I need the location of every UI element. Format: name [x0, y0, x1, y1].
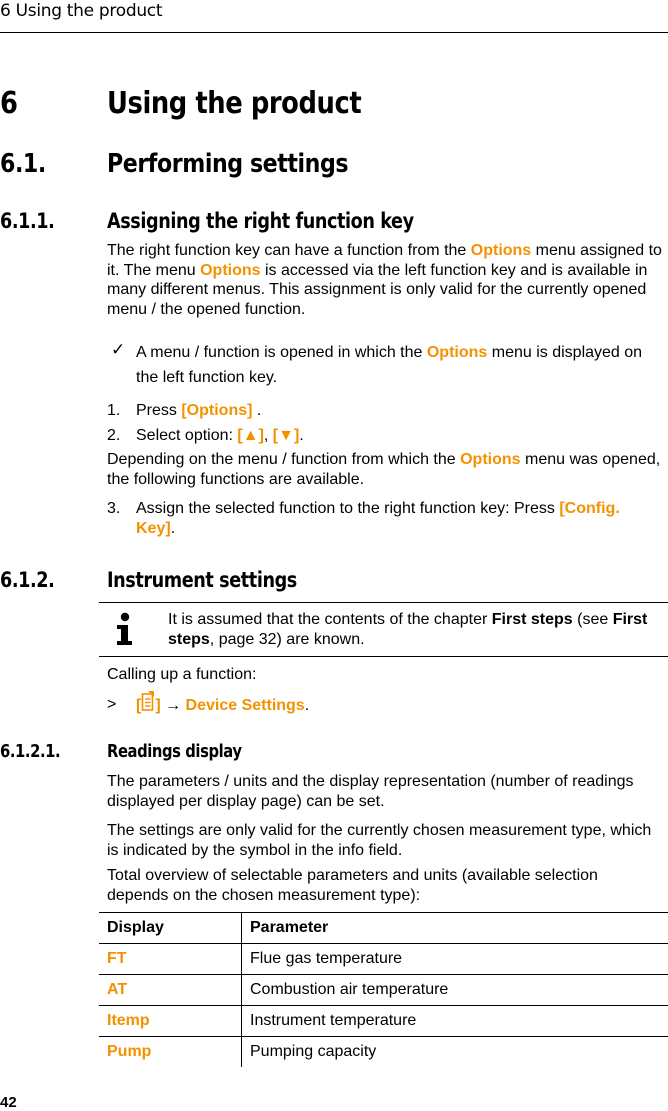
chapter-title: Using the product — [107, 86, 362, 121]
step-2-text: Select option: [▲], [▼]. — [136, 427, 304, 444]
display-cell: FT — [99, 944, 242, 975]
options-term: Options — [460, 451, 521, 468]
parameter-cell: Flue gas temperature — [242, 944, 668, 975]
section-number: 6.1. — [0, 149, 46, 179]
section-title: Performing settings — [107, 149, 349, 179]
parameter-cell: Combustion air temperature — [242, 975, 668, 1006]
subsection-title: Instrument settings — [107, 568, 297, 592]
parameter-cell: Pumping capacity — [242, 1037, 668, 1068]
display-cell: AT — [99, 975, 242, 1006]
table-row — [99, 1037, 668, 1068]
device-settings-term: Device Settings — [185, 697, 305, 714]
options-term: Options — [200, 261, 261, 279]
chapter-reference: First steps — [168, 611, 648, 648]
paragraph: Total overview of selectable parameters and units (available selection depends on the chosen measurement type): — [107, 867, 598, 904]
display-cell: Itemp — [99, 1006, 242, 1037]
step-number: 1. — [107, 402, 121, 419]
depending-paragraph: Depending on the menu / function from which the Options menu was opened, the following functions are available. — [107, 451, 661, 488]
bullet-arrow: > — [107, 696, 117, 713]
subsubsection-number: 6.1.2.1. — [0, 741, 61, 762]
column-header: Parameter — [242, 913, 668, 944]
table-row — [99, 975, 668, 1006]
subsection-number: 6.1.2. — [0, 568, 55, 592]
chapter-reference: First steps — [491, 611, 573, 628]
subsection-number: 6.1.1. — [0, 209, 55, 233]
step-1-text: Press [Options] . — [136, 402, 262, 419]
note-bottom-rule — [99, 656, 668, 657]
step-number: 3. — [107, 500, 121, 517]
info-icon — [114, 612, 136, 646]
check-mark-icon: ✓ — [111, 340, 126, 359]
options-term: Options — [470, 242, 532, 259]
menu-list-icon — [141, 690, 155, 712]
config-key: [Config. Key] — [136, 500, 620, 537]
chapter-number: 6 — [0, 86, 18, 121]
note-text: It is assumed that the contents of the chapter First steps (see First steps, page 32) are known. — [168, 611, 648, 648]
options-term: Options — [426, 344, 488, 361]
up-key: [▲] — [237, 427, 264, 444]
table-row — [99, 944, 668, 975]
page-number: 42 — [0, 1094, 17, 1111]
step-3-text: Assign the selected function to the right function key: Press [Config. Key]. — [136, 500, 620, 537]
paragraph: The parameters / units and the display representation (number of readings displayed per display page) can be set. — [107, 773, 634, 810]
header-rule — [0, 32, 668, 33]
step-number: 2. — [107, 427, 121, 444]
subsection-title: Assigning the right function key — [107, 209, 414, 233]
table-row — [99, 1006, 668, 1037]
running-header: 6 Using the product — [0, 1, 163, 21]
subsubsection-title: Readings display — [107, 741, 242, 762]
table-header-row — [99, 913, 668, 944]
parameter-table — [99, 912, 668, 1067]
note-top-rule — [99, 602, 668, 603]
display-cell: Pump — [99, 1037, 242, 1068]
prerequisite-text: A menu / function is opened in which the Options menu is displayed on the left function key. — [136, 344, 643, 386]
parameter-cell: Instrument temperature — [242, 1006, 668, 1037]
menu-path: [ ] → Device Settings. — [136, 690, 309, 719]
intro-paragraph: The right function key can have a function from the Options menu assigned to it. The menu Options is accessed via the left function key and is available in many different menus. This assignment is only valid for the currently opened menu / the opened function. — [107, 242, 662, 318]
calling-label: Calling up a function: — [107, 666, 257, 683]
options-key: [Options] — [181, 402, 253, 419]
column-header: Display — [99, 913, 242, 944]
paragraph: The settings are only valid for the currently chosen measurement type, which is indicated by the symbol in the info field. — [107, 822, 652, 859]
down-key: [▼] — [272, 427, 300, 444]
